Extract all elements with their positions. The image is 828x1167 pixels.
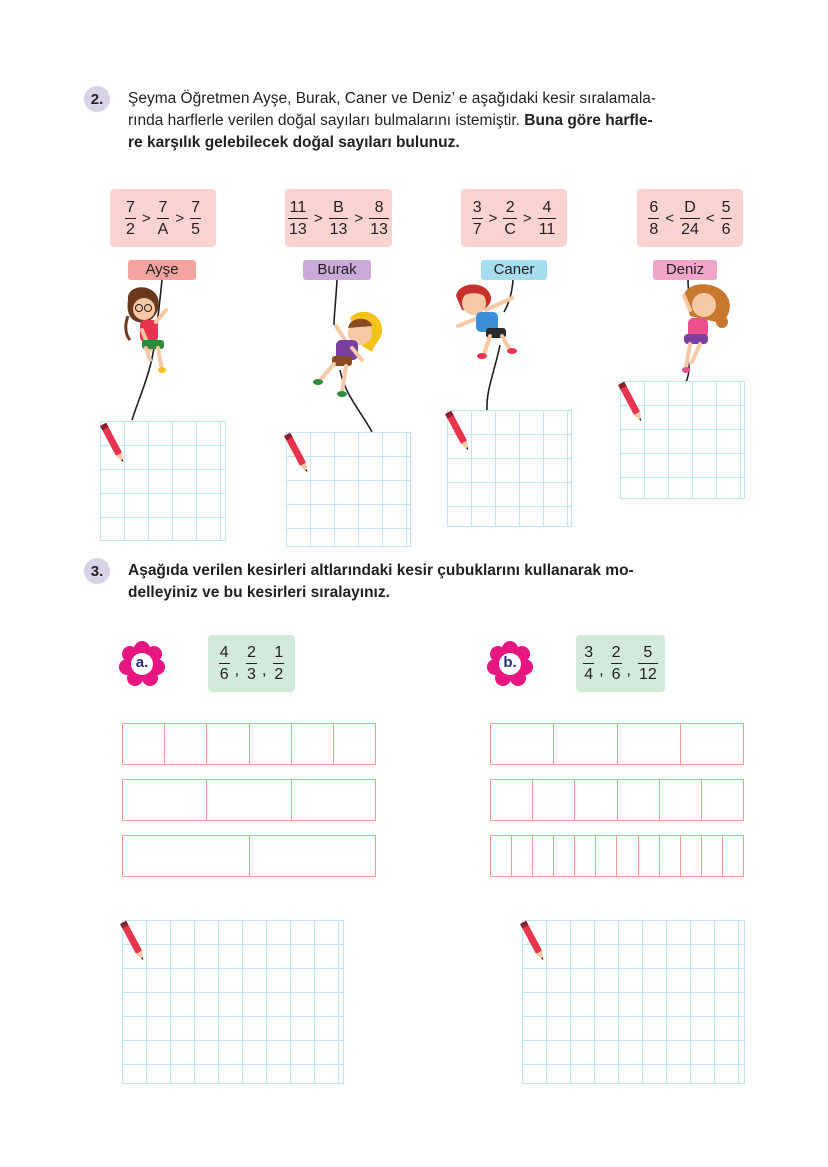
separator: ,: [261, 661, 267, 679]
fraction-bar-sixths[interactable]: [122, 723, 376, 765]
denominator: 2: [125, 220, 135, 238]
fraction-bar-twelfths[interactable]: [490, 835, 744, 877]
denominator: 6: [721, 220, 731, 238]
question-2-line-1: Şeyma Öğretmen Ayşe, Burak, Caner ve Deniz’ e aşağıdaki kesir sıralamala-: [128, 90, 657, 107]
separator: ,: [234, 661, 240, 679]
question-2-line-2-bold: Buna göre harfle-: [524, 112, 653, 129]
denominator: 24: [681, 220, 699, 238]
numerator: 7: [191, 198, 200, 216]
pencil-icon: [284, 430, 310, 478]
separator: ,: [599, 661, 604, 679]
denominator: 8: [649, 220, 659, 238]
pencil-icon: [618, 379, 644, 427]
name-tag-burak: Burak: [303, 260, 371, 280]
comparison-sign: >: [175, 209, 185, 227]
denominator: 13: [289, 220, 307, 238]
denominator: C: [504, 220, 516, 238]
fraction: [636, 643, 660, 684]
numerator: 7: [125, 198, 135, 216]
fraction: [609, 643, 624, 684]
fraction-list-b: [576, 635, 665, 692]
denominator: 2: [274, 666, 284, 683]
question-3-line-2: delleyiniz ve bu kesirleri sıralayınız.: [128, 584, 390, 601]
fraction-bar-sixths[interactable]: [490, 779, 744, 821]
denominator: 13: [329, 220, 348, 238]
numerator: 7: [158, 198, 168, 216]
numerator: B: [333, 198, 344, 216]
answer-grid-a[interactable]: [122, 920, 344, 1084]
question-3-text: [128, 560, 778, 604]
part-b-label: b.: [503, 654, 517, 671]
denominator: 6: [611, 666, 621, 683]
comparison-sign: <: [665, 209, 675, 227]
numerator: 4: [542, 198, 552, 216]
denominator: 13: [370, 220, 388, 238]
denominator: 11: [538, 220, 556, 238]
fraction-list-a: [208, 635, 295, 692]
pencil-icon: [100, 420, 126, 468]
numerator: 2: [505, 198, 515, 216]
denominator: 4: [584, 666, 594, 683]
denominator: 7: [472, 220, 482, 238]
fraction: [217, 643, 232, 684]
numerator: 2: [611, 644, 621, 661]
comparison-sign: <: [705, 209, 715, 227]
child-burak-icon: [313, 312, 382, 397]
pencil-icon: [520, 918, 546, 966]
denominator: 6: [219, 666, 229, 683]
fraction-bar-thirds[interactable]: [122, 779, 376, 821]
comparison-sign: >: [522, 209, 532, 227]
comparison-sign: >: [313, 209, 323, 227]
numerator: 3: [472, 198, 482, 216]
denominator: A: [157, 220, 169, 238]
question-number-3: 3.: [84, 558, 110, 584]
numerator: 3: [584, 644, 594, 661]
numerator: 6: [649, 198, 659, 216]
numerator: 8: [374, 198, 384, 216]
denominator: 12: [638, 666, 657, 683]
part-a-label: a.: [135, 654, 149, 671]
numerator: 5: [721, 198, 731, 216]
numerator: D: [684, 198, 696, 216]
name-tag-caner: Caner: [481, 260, 547, 280]
fraction: [581, 643, 596, 684]
fraction-bar-fourths[interactable]: [490, 723, 744, 765]
denominator: 3: [247, 666, 256, 683]
fraction-bar-halves[interactable]: [122, 835, 376, 877]
name-tag-deniz: Deniz: [653, 260, 717, 280]
comparison-sign: >: [488, 209, 498, 227]
question-number-2: 2.: [84, 86, 110, 112]
comparison-sign: >: [354, 209, 364, 227]
pencil-icon: [445, 408, 471, 456]
question-2-line-3-bold: re karşılık gelebilecek doğal sayıları bulunuz.: [128, 134, 460, 151]
numerator: 11: [289, 198, 307, 216]
name-tag-ayse: Ayşe: [128, 260, 196, 280]
numerator: 2: [247, 644, 256, 661]
numerator: 1: [274, 644, 284, 661]
numerator: 5: [643, 644, 653, 661]
fraction: [244, 643, 259, 684]
pencil-icon: [120, 918, 146, 966]
child-caner-icon: [456, 284, 517, 359]
answer-grid-b[interactable]: [522, 920, 745, 1084]
separator: ,: [626, 661, 631, 679]
question-2-line-2-plain: rında harflerle verilen doğal sayıları bulmalarını istemiştir.: [128, 112, 525, 129]
fraction: [271, 643, 286, 684]
question-3-line-1: Aşağıda verilen kesirleri altlarındaki kesir çubuklarını kullanarak mo-: [128, 562, 634, 579]
numerator: 4: [219, 644, 229, 661]
child-deniz-icon: [682, 284, 730, 373]
comparison-sign: >: [141, 209, 151, 227]
denominator: 5: [191, 220, 200, 238]
